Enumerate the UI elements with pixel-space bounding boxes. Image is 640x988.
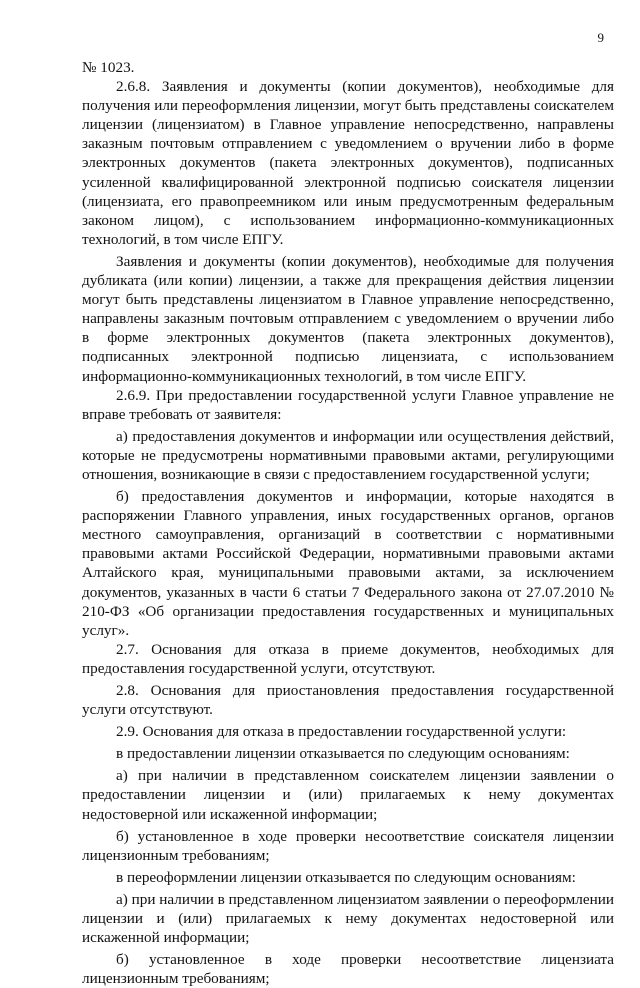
paragraph-duplicate-license: Заявления и документы (копии документов), необходимые для получения дубликата (или копии) лицензии, а также для прекращения действия лицензии могут быть представлены лицензиатом в Главное управление непосредственно, направлены заказным почтовым отправлением с уведомлением о вручении либо в форме электронных документов (пакета электронных документов), подписанных электронной подписью лицензиата, с использованием информационно-коммуникационных технологий, в том числе ЕПГУ. xyxy=(82,252,614,385)
page-number: 9 xyxy=(597,30,604,45)
paragraph-reissue-refusal-b: б) установленное в ходе проверки несоответствие лицензиата лицензионным требованиям; xyxy=(82,951,614,988)
paragraph-reissue-refusal-a: а) при наличии в представленном лицензиатом заявлении о переоформлении лицензии и (или) прилагаемых к нему документах недостоверной или искаженной информации; xyxy=(82,890,614,947)
paragraph-2-7: 2.7. Основания для отказа в приеме документов, необходимых для предоставления государственной услуги, отсутствуют. xyxy=(82,640,614,677)
paragraph-2-6-9: 2.6.9. При предоставлении государственной услуги Главное управление не вправе требовать от заявителя: xyxy=(82,386,614,423)
paragraph-2-6-9-a: а) предоставления документов и информации или осуществления действий, которые не предусмотрены нормативными правовыми актами, регулирующими отношения, возникающие в связи с предоставлением государственной услуги; xyxy=(82,427,614,483)
paragraph-issue-refusal-intro: в предоставлении лицензии отказывается по следующим основаниям: xyxy=(116,745,570,763)
paragraph-issue-refusal-b: б) установленное в ходе проверки несоответствие соискателя лицензии лицензионным требованиям; xyxy=(82,827,614,864)
paragraph-continuation: № 1023. xyxy=(82,59,135,76)
paragraph-reissue-refusal-intro: в переоформлении лицензии отказывается по следующим основаниям: xyxy=(116,868,576,886)
paragraph-2-8: 2.8. Основания для приостановления предоставления государственной услуги отсутствуют. xyxy=(82,682,614,719)
paragraph-2-6-8: 2.6.8. Заявления и документы (копии документов), необходимые для получения или переоформления лицензии, могут быть представлены соискателем лицензии (лицензиатом) в Главное управление непосредственно, направлены заказным почтовым отправлением с уведомлением о вручении либо в форме электронных документов (пакета электронных документов), подписанных усиленной квалифицированной электронной подписью соискателя лицензии (лицензиата, его правопреемником или иным предусмотренным федеральным законом лицом), с использованием информационно-коммуникационных технологий, в том числе ЕПГУ. xyxy=(82,78,614,248)
document-body xyxy=(82,58,614,988)
paragraph-2-9: 2.9. Основания для отказа в предоставлении государственной услуги: xyxy=(116,723,567,741)
paragraph-issue-refusal-a: а) при наличии в представленном соискателем лицензии заявлении о предоставлении лицензии и (или) прилагаемых к нему документах недостоверной или искаженной информации; xyxy=(82,767,614,823)
paragraph-2-6-9-b: б) предоставления документов и информации, которые находятся в распоряжении Главного управления, иных государственных органов, органов местного самоуправления, организаций в соответствии с нормативными правовыми актами Российской Федерации, нормативными правовыми актами Алтайского края, муниципальными правовыми актами, за исключением документов, указанных в части 6 статьи 7 Федерального закона от 27.07.2010 № 210-ФЗ «Об организации предоставления государственных и муниципальных услуг». xyxy=(82,488,614,639)
